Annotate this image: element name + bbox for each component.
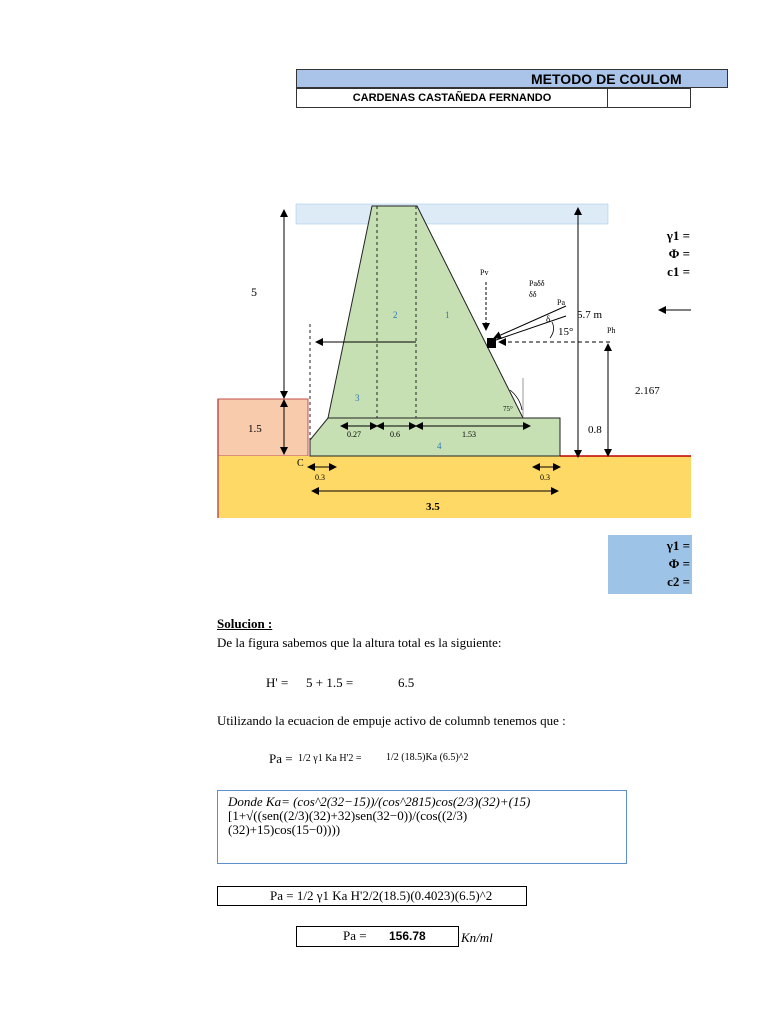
- pv-label: Pv: [480, 268, 489, 277]
- pa-dd-label: Paδδ: [529, 279, 545, 288]
- water-band: [296, 204, 608, 224]
- point-c-label: C: [297, 458, 304, 469]
- dim-ph-arm: 2.167: [635, 385, 660, 397]
- prop-bottom-gamma: γ1 =: [666, 538, 690, 553]
- prop-top-c1: c1 =: [667, 264, 690, 279]
- ka-line-1: Donde Ka= (cos^2(32−15))/(cos^2815)cos(2/3)(32)+(15): [228, 794, 531, 809]
- ka-line-2: [1+√((sen((2/3)(32)+32)sen(32−0))/(cos((2/3): [228, 808, 468, 823]
- prop-top-phi: Φ =: [668, 246, 690, 261]
- dim-wall-height: 5: [251, 285, 257, 299]
- props-bottom-box: [608, 535, 692, 594]
- h-label: H' =: [266, 675, 289, 690]
- prop-bottom-phi: Φ =: [668, 556, 690, 571]
- soil-lower-layer: [218, 456, 691, 518]
- wall-stem: [328, 206, 523, 418]
- delta-label: δ: [546, 314, 551, 324]
- region-4-label: 4: [437, 441, 442, 451]
- ph-label: Ph: [607, 326, 616, 335]
- pa-result-value: 156.78: [389, 929, 426, 943]
- pa-label: Pa: [557, 298, 565, 307]
- prop-top-gamma: γ1 =: [666, 228, 690, 243]
- region-2-label: 2: [393, 310, 398, 320]
- pa-result-box: [296, 926, 459, 947]
- force-application-point: [487, 338, 496, 348]
- dim-heel: 0.3: [540, 473, 550, 482]
- soil-upper-layer: [218, 399, 308, 456]
- prop-bottom-c2: c2 =: [667, 574, 690, 589]
- h-expression: 5 + 1.5 =: [306, 675, 354, 690]
- pa-formula: 1/2 γ1 Ka H'2 =: [298, 753, 362, 764]
- ka-line-3: (32)+15)cos(15−0)))): [228, 822, 341, 837]
- dim-06: 0.6: [390, 430, 400, 439]
- solution-paragraph-1: De la figura sabemos que la altura total es la siguiente:: [217, 635, 502, 650]
- angle-15-label: 15°: [558, 326, 574, 338]
- dd-label: δδ: [529, 290, 537, 299]
- dim-total-height: 5.7 m: [577, 309, 603, 321]
- dim-base-height: 0.8: [588, 424, 602, 436]
- dim-toe: 0.3: [315, 473, 325, 482]
- dim-base-width: 3.5: [426, 501, 440, 513]
- pa-result-label: Pa =: [343, 928, 367, 943]
- solution-paragraph-2: Utilizando la ecuacion de empuje activo de columnb tenemos que :: [217, 713, 566, 728]
- dim-153: 1.53: [462, 430, 476, 439]
- region-1-label: 1: [445, 310, 450, 320]
- header-title: METODO DE COULOM: [531, 71, 682, 87]
- dim-027: 0.27: [347, 430, 361, 439]
- author-name: CARDENAS CASTAÑEDA FERNANDO: [297, 89, 608, 107]
- pa-eq-label: Pa =: [269, 751, 293, 766]
- h-value: 6.5: [398, 675, 415, 690]
- region-3-label: 3: [355, 393, 360, 403]
- pa-substitution: 1/2 (18.5)Ka (6.5)^2: [386, 752, 469, 763]
- pa-result-unit: Kn/ml: [461, 930, 493, 945]
- angle-75-label: 75°: [503, 405, 513, 413]
- solution-heading: Solucion :: [217, 616, 273, 631]
- pa-expanded-box: [217, 886, 527, 906]
- pa-expanded-text: Pa = 1/2 γ1 Ka H'2/2(18.5)(0.4023)(6.5)^2: [270, 888, 493, 903]
- ka-formula-box: [217, 790, 627, 864]
- dim-soil-height: 1.5: [248, 423, 262, 435]
